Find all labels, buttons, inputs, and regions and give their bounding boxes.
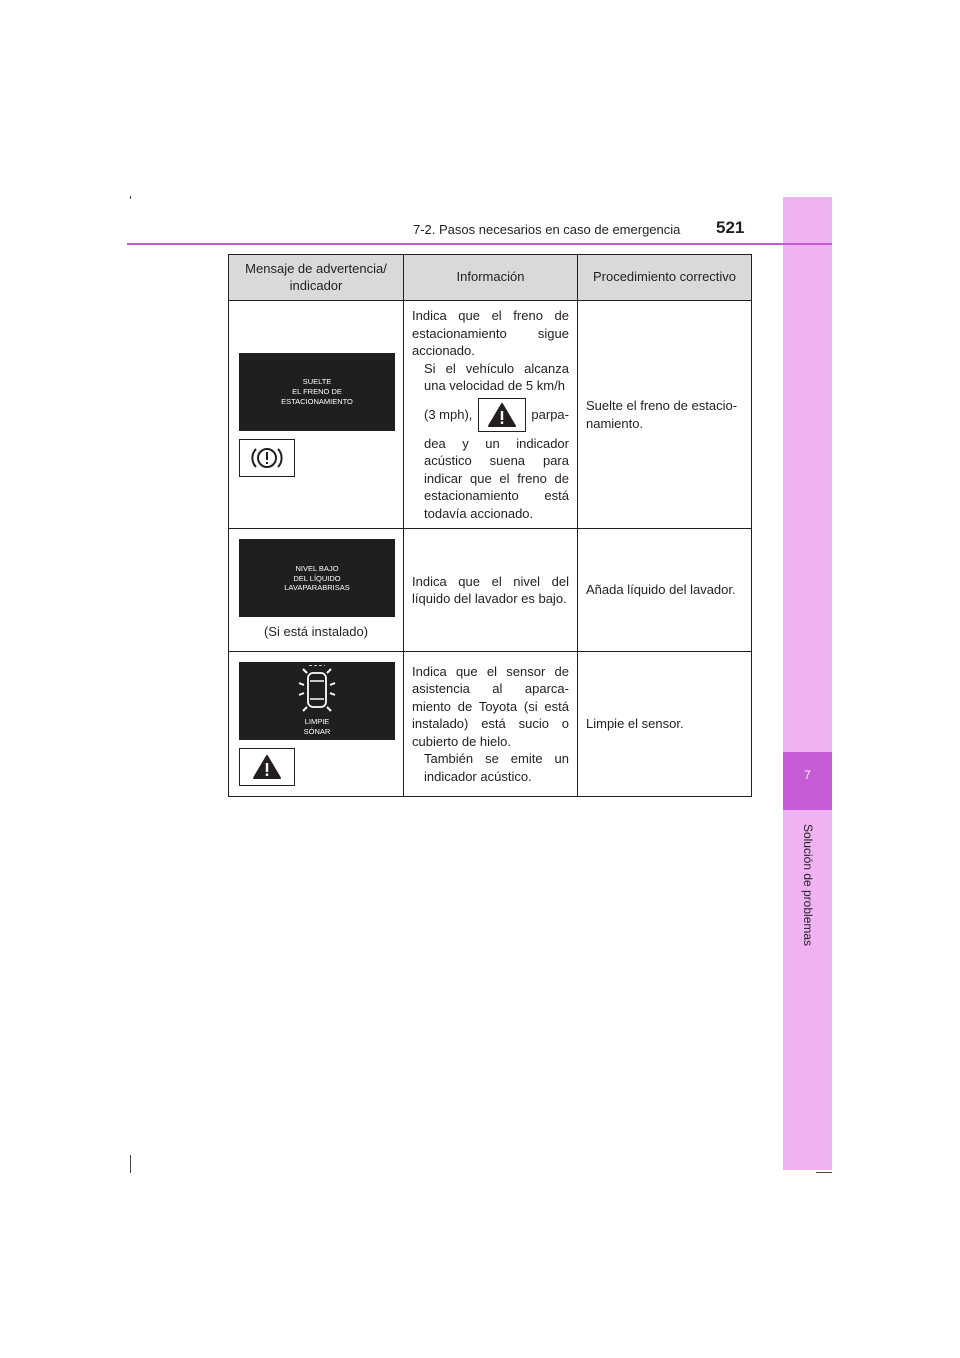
chapter-side-tab [783,197,832,1170]
header-message: Mensaje de advertencia/ indicador [229,255,404,301]
message-cell [229,529,404,652]
info-sub-after: dea y un indicador acústico suena para indicar que el freno de estacionamiento está todavía accionado. [424,435,569,521]
screen-line: EL FRENO DE [292,386,342,396]
page-number: 521 [716,218,745,237]
header-procedure: Procedimiento correctivo [578,255,752,301]
screen-line: SUELTE [302,377,332,387]
warning-table [228,254,752,797]
display-screen [239,662,395,740]
crop-mark [130,1155,131,1173]
procedure-cell [578,652,752,797]
screen-line: SÓNAR [303,727,331,737]
screen-line: ESTACIONAMIENTO [281,396,353,406]
procedure-text: Suelte el freno de estacio- namiento. [586,398,738,431]
crop-mark [816,1172,832,1173]
chapter-title: Solución de problemas [801,823,815,947]
header-rule [127,243,832,245]
info-sub-prefix: (3 mph), [424,406,473,422]
header-info: Información [404,255,578,301]
info-sub-before: Si el vehículo alcanza una velocidad de 5 km/h [424,360,569,394]
section-title: 7-2. Pasos necesarios en caso de emergencia [413,222,681,237]
chapter-number: 7 [804,768,811,782]
installed-caption: (Si está instalado) [263,624,369,640]
table-row [229,529,752,652]
info-cell [404,652,578,797]
table-row [229,301,752,529]
screen-line: NIVEL BAJO [295,563,339,573]
info-cell [404,301,578,529]
master-warning-icon [478,398,526,432]
info-main: Indica que el sensor de asistencia al aparca- miento de Toyota (si está instalado) está sucio o cubierto de hielo. [412,663,569,749]
display-screen [239,353,395,431]
car-sensor-icon [295,665,339,717]
display-screen [239,539,395,617]
master-warning-icon [239,748,295,786]
info-sub: También se emite un indicador acústico. [424,751,569,784]
message-cell [229,652,404,797]
procedure-cell [578,529,752,652]
table-header-row [229,255,752,301]
screen-line: LAVAPARABRISAS [284,583,350,593]
message-cell [229,301,404,529]
screen-line: LIMPIE [304,717,330,727]
parking-brake-warning-icon [239,439,295,477]
info-main: Indica que el nivel del líquido del lavador es bajo. [412,573,569,607]
procedure-text: Limpie el sensor. [586,716,684,732]
procedure-text: Añada líquido del lavador. [586,582,736,598]
crop-mark [130,196,131,199]
info-sub [412,360,569,523]
screen-line: DEL LÍQUIDO [293,573,341,583]
info-cell [404,529,578,652]
table-row [229,652,752,797]
info-sub-suffix: parpa- [531,406,569,422]
info-main: Indica que el freno de estacionamiento sigue accionado. [412,308,569,359]
procedure-cell [578,301,752,529]
